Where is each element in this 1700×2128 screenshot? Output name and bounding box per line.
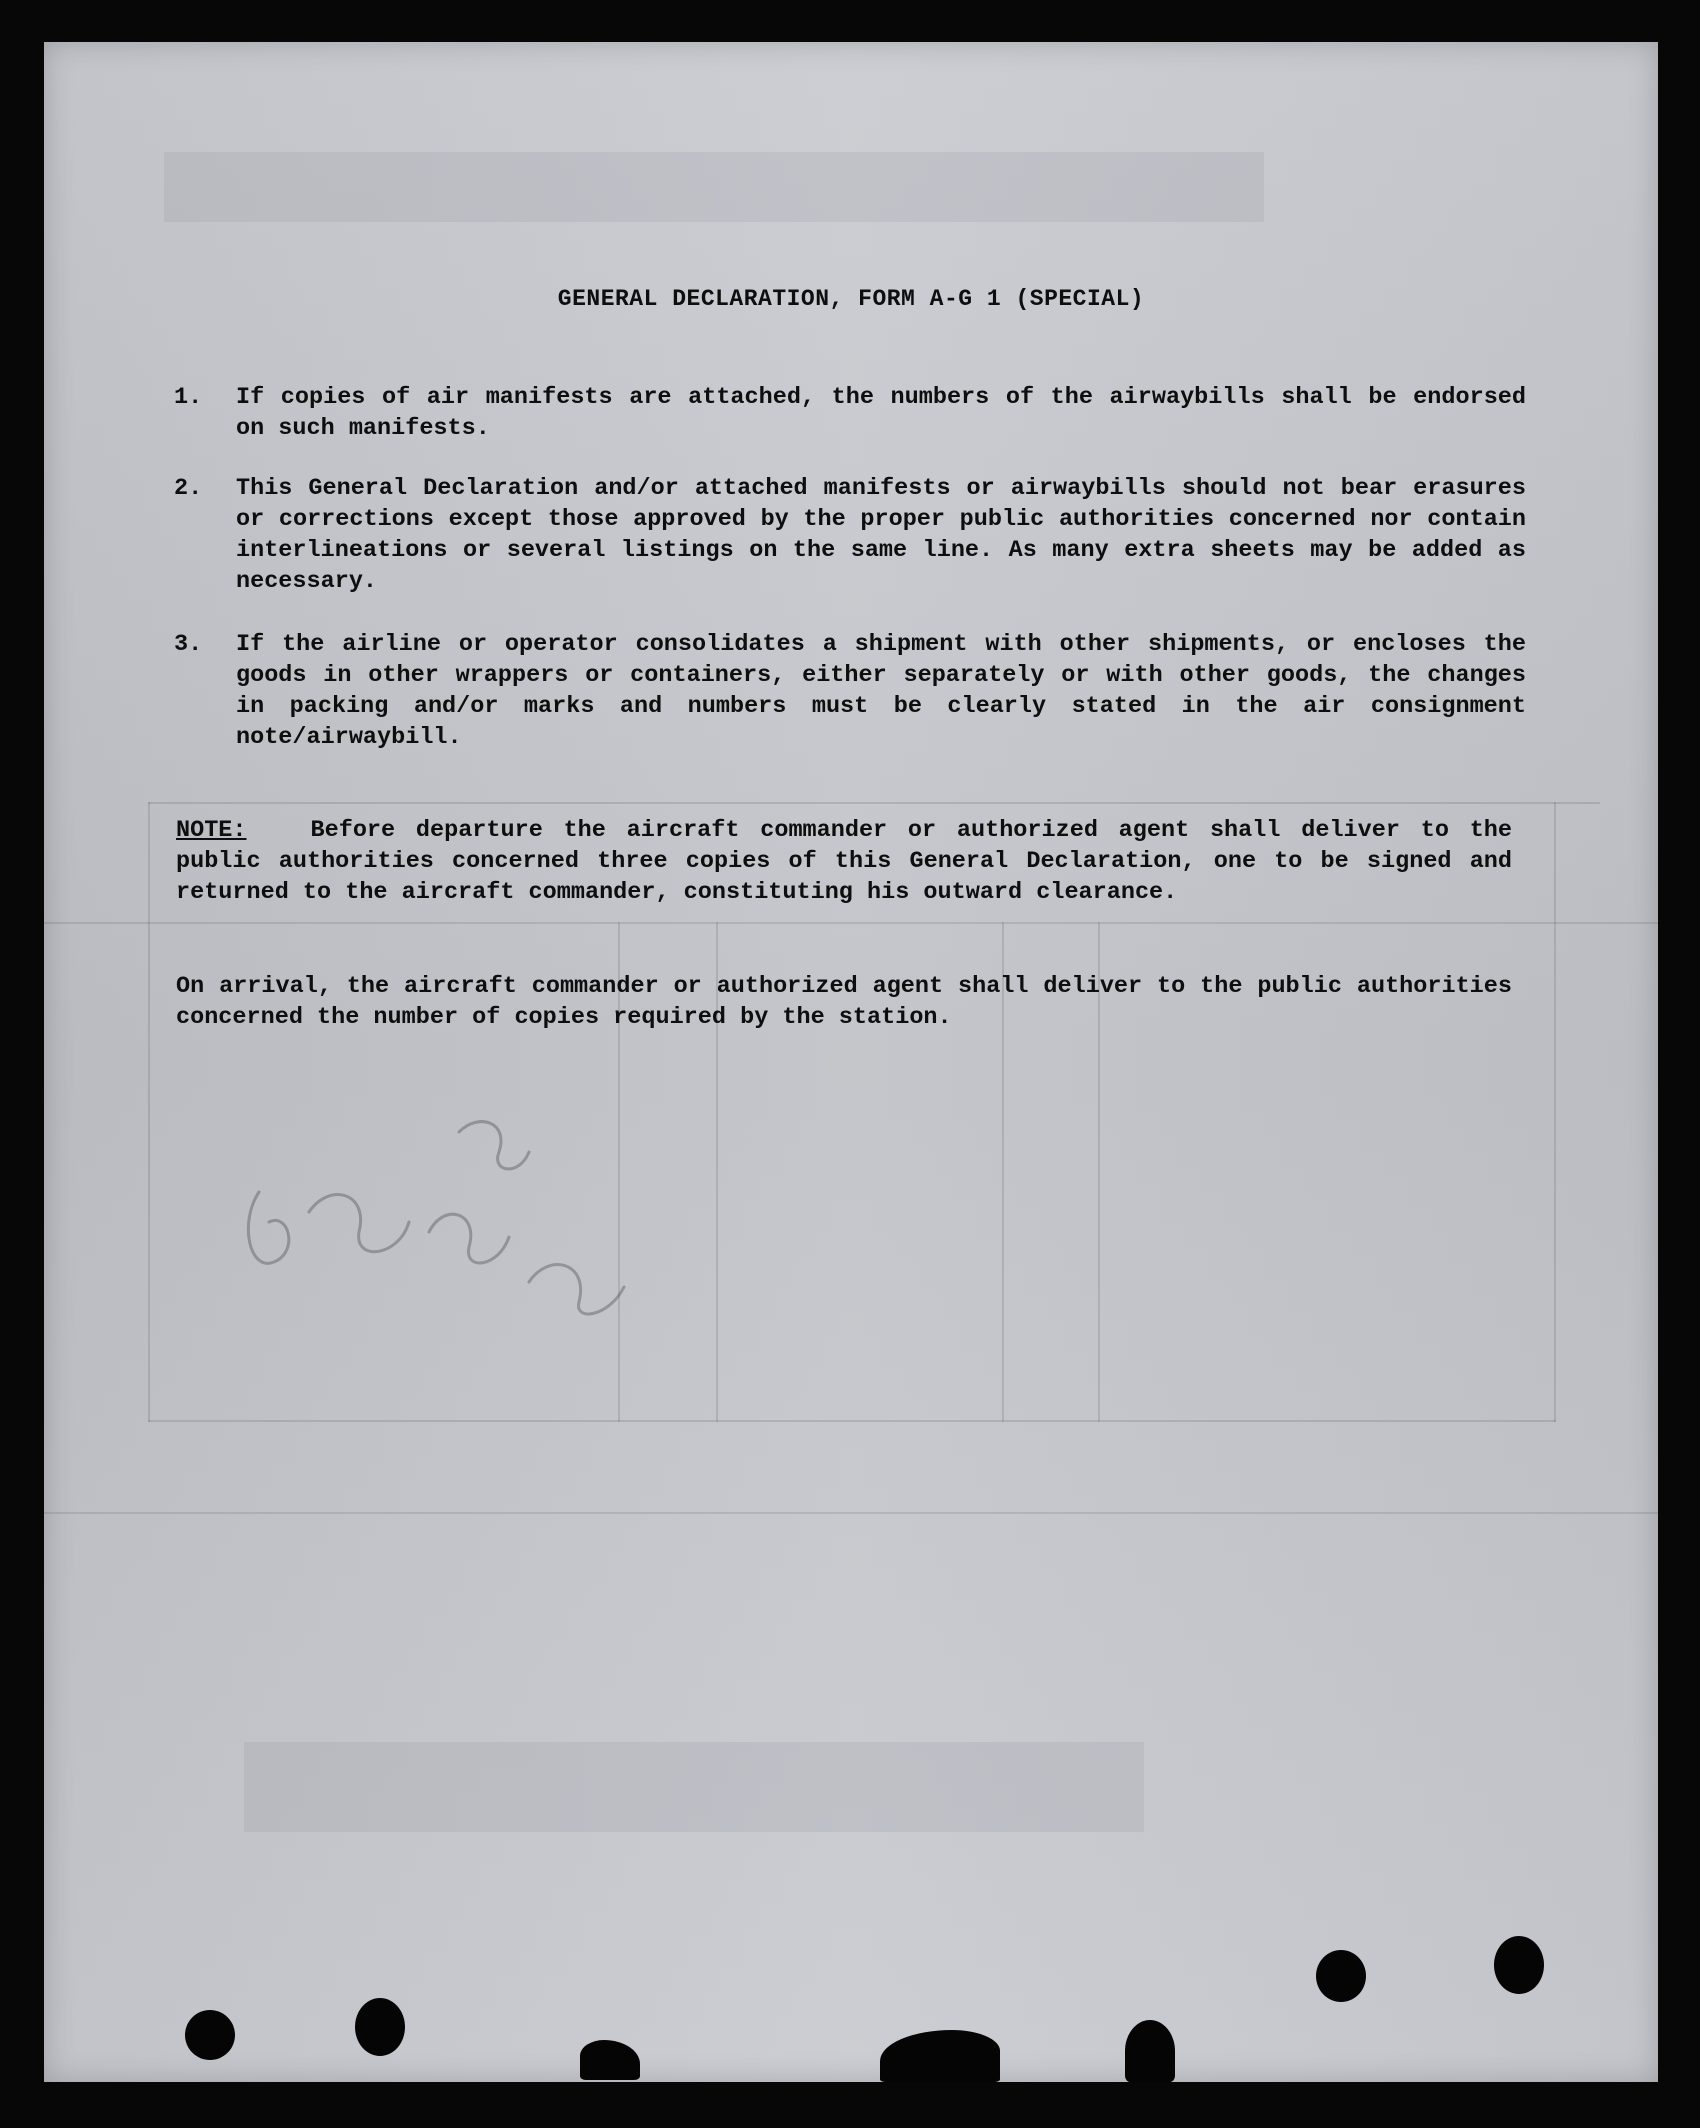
item-text: If copies of air manifests are attached, the numbers of the airwaybills shall be endorsed on such manifests. (236, 384, 1526, 442)
item-number: 2. (174, 475, 203, 502)
item-number: 3. (174, 631, 203, 658)
note-text: Before departure the aircraft commander or authorized agent shall deliver to the public authorities concerned three copies of this General Declaration, one to be signed and returned to the aircraft commander, constituting his outward clearance. (176, 817, 1512, 906)
document-title: GENERAL DECLARATION, FORM A-G 1 (SPECIAL) (557, 286, 1145, 312)
note-paragraph (176, 815, 1512, 908)
item-text: This General Declaration and/or attached manifests or airwaybills should not bear erasures or corrections except those approved by the proper public authorities concerned nor contain interlineations or several listings on the same line. As many extra sheets may be added as necessary. (236, 475, 1526, 595)
declaration-text (44, 42, 1658, 2082)
item-number: 1. (174, 384, 203, 411)
note-label: NOTE: (176, 817, 247, 844)
item-text: If the airline or operator consolidates a shipment with other shipments, or encloses the goods in other wrappers or containers, either separately or with other goods, the changes in packing and/or marks and numbers must be clearly stated in the air consignment note/airwaybill. (236, 631, 1526, 751)
document-page (44, 42, 1658, 2082)
arrival-paragraph: On arrival, the aircraft commander or authorized agent shall deliver to the public authorities concerned the number of copies required by the station. (176, 973, 1512, 1031)
